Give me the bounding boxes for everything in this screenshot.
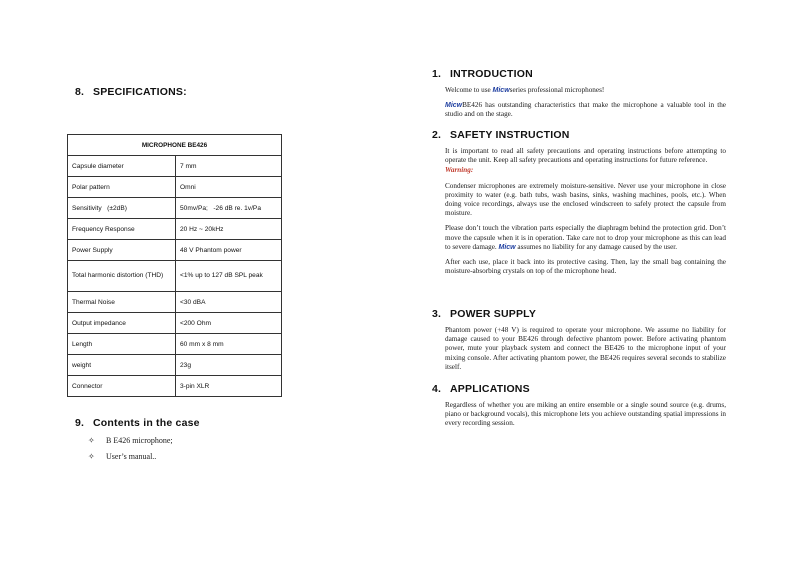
table-row [68,261,282,292]
contents-heading [75,417,200,429]
power-supply-section [432,308,727,378]
text: series professional microphones! [509,86,605,94]
spec-key: weight [68,355,176,376]
section-number: 4. [432,383,442,395]
table-row [68,313,282,334]
table-title: MICROPHONE BE426 [68,135,282,156]
applications-section [432,383,727,435]
text: Welcome to use [445,86,493,94]
spec-key: Power Supply [68,240,176,261]
text: BE426 has outstanding characteristics that make the microphone a valuable tool in the studio and on the stage. [445,101,726,119]
diamond-bullet-icon: ✧ [88,436,95,445]
paragraph: After each use, place it back into its protective casing. Then, lay the small bag containing the moisture-absorbing crystals on top of the microphone head. [445,258,726,276]
spec-key: Sensitivity (±2dB) [68,198,176,219]
section-body [445,326,726,372]
diamond-bullet-icon: ✧ [88,452,95,461]
spec-value: 60 mm x 8 mm [176,334,282,355]
spec-value: 7 mm [176,156,282,177]
section-title: INTRODUCTION [450,68,533,80]
section-number: 3. [432,308,442,320]
section-body [445,147,726,276]
brand-name: Micw [492,87,510,94]
section-title: SPECIFICATIONS: [93,86,187,98]
brand-name: Micw [498,243,516,251]
spec-key: Total harmonic distortion (THD) [68,261,176,292]
table-row [68,198,282,219]
paragraph [445,101,726,119]
spec-key: Frequency Response [68,219,176,240]
list-item [88,449,173,465]
table-row [68,334,282,355]
section-title: POWER SUPPLY [450,308,537,320]
spec-value: <200 Ohm [176,313,282,334]
paragraph: Condenser microphones are extremely moisture-sensitive. Never use your microphone in close proximity to water (e.g. bath tubs, wash basins, sinks, washing machines, pools, etc.). When doing voice recordings, always use the enclosed windscreen to safely protect the capsule from moisture. [445,181,726,218]
spec-value: Omni [176,177,282,198]
section-number: 1. [432,68,442,80]
section-number: 2. [432,129,442,141]
text: Please don’t touch the vibration parts especially the diaphragm behind the protection grid. Don’t move the capsule when it is in operation. Take care not to drop your microphone as this can lead to severe damage. [445,224,726,251]
list-item-text: User’s manual.. [106,452,157,461]
spec-value: 23g [176,355,282,376]
table-row [68,177,282,198]
left-page [0,0,396,561]
paragraph [445,224,726,252]
section-body [445,401,726,429]
specifications-heading [75,86,187,98]
section-title: APPLICATIONS [450,383,530,395]
list-item-text: B E426 microphone; [106,436,173,445]
table-header-row [68,135,282,156]
table-row [68,240,282,261]
list-item [88,433,173,449]
introduction-section [432,68,727,126]
table-row [68,156,282,177]
specifications-table [67,134,282,397]
spec-value: 50mv/Pa; -26 dB re. 1v/Pa [176,198,282,219]
spec-value: <1% up to 127 dB SPL peak [176,261,282,292]
section-body [445,86,726,120]
paragraph [445,86,726,95]
paragraph: It is important to read all safety precautions and operating instructions before attempting to operate the unit. Keep all safety precautions and operating instructions for future reference. [445,147,726,165]
right-page [396,0,793,561]
paragraph: Regardless of whether you are miking an entire ensemble or a single sound source (e.g. drums, piano or background vocals), this microphone lets you achieve outstanding spatial impressions in every recording session. [445,401,726,428]
section-number: 9. [75,417,85,429]
section-number: 8. [75,86,85,98]
power-supply-heading [432,308,727,320]
contents-list [88,433,173,465]
warning-label: Warning: [445,166,474,175]
table-row [68,355,282,376]
introduction-heading [432,68,727,80]
table-row [68,376,282,397]
spec-value: 3-pin XLR [176,376,282,397]
safety-section [432,129,727,282]
spec-key: Polar pattern [68,177,176,198]
table-row [68,219,282,240]
paragraph: Phantom power (+48 V) is required to operate your microphone. We assume no liability for damage caused to your BE426 through defective phantom power. Before activating phantom power, mute your playback system and connect the BE426 to the microphone input of your mixing console. After activating phantom power, the BE426 requires several seconds to stabilize itself. [445,326,726,371]
table-row [68,292,282,313]
text: assumes no liability for any damage caused by the user. [515,242,678,251]
spec-value: 20 Hz ~ 20kHz [176,219,282,240]
spec-key: Capsule diameter [68,156,176,177]
spec-key: Connector [68,376,176,397]
safety-heading [432,129,727,141]
spec-value: 48 V Phantom power [176,240,282,261]
spec-value: <30 dBA [176,292,282,313]
applications-heading [432,383,727,395]
section-title: Contents in the case [93,417,200,429]
spec-key: Thermal Noise [68,292,176,313]
brand-name: Micw [445,102,463,110]
spec-key: Output impedance [68,313,176,334]
spec-key: Length [68,334,176,355]
section-title: SAFETY INSTRUCTION [450,129,570,141]
